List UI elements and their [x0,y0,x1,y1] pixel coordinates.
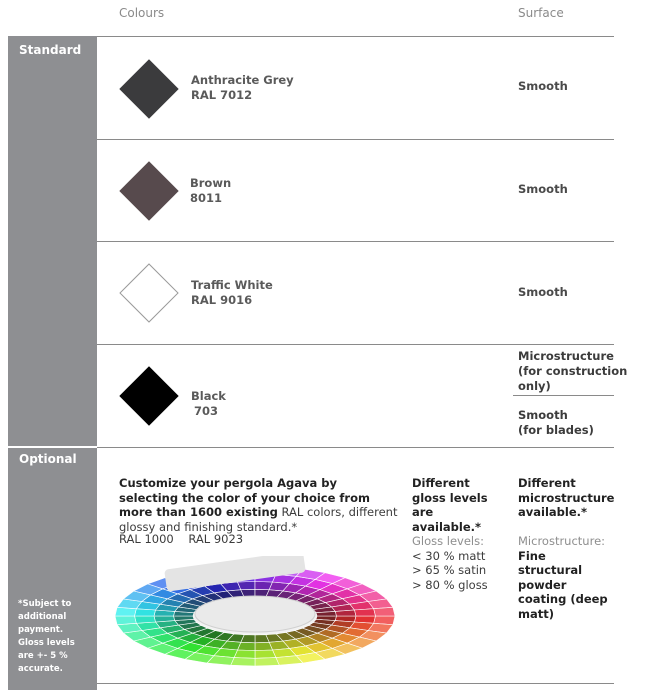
colours-header: Colours [119,6,165,20]
surface-value-blades: Smooth (for blades) [518,408,594,437]
standard-label: Standard [19,43,82,57]
fan-swatch [231,658,255,666]
footnote: *Subject to additional payment. Gloss levels are +- 5 % accurate. [18,599,75,674]
swatch-black [119,366,178,425]
surface-value: Smooth [518,182,568,196]
optional-intro: Customize your pergola Agava by selecting the color of your choice from more than 1600 existing RAL colors, different glossy and finishing standard.* [119,476,398,534]
fan-swatch [355,609,376,616]
fan-swatch [115,616,136,625]
colour-name: Black 703 [191,389,226,418]
colour-name: Traffic White RAL 9016 [191,278,273,307]
rule-surface-split [513,395,614,396]
optional-label: Optional [19,452,77,466]
rule-row-2 [97,241,614,242]
colour-name: Anthracite Grey RAL 7012 [191,73,294,102]
micro-info: Microstructure: Fine structural powder coating (deep matt) [518,534,608,621]
ral-examples: RAL 1000 RAL 9023 [119,532,244,546]
rule-bottom [97,683,614,684]
fan-centre-card [195,596,315,632]
micro-heading: Different microstructure available.* [518,476,615,519]
fan-swatch [255,658,279,666]
sidebar [8,36,97,690]
gloss-levels: Gloss levels: < 30 % matt > 65 % satin > 80 % gloss [412,534,488,592]
swatch-traffic-white [119,263,178,322]
fan-swatch [135,616,156,623]
rule-row-1 [97,139,614,140]
fan-swatch [255,642,273,650]
surface-header: Surface [518,6,564,20]
colour-name: Brown 8011 [190,176,232,205]
surface-value-construction: Microstructure (for construction only) [518,349,628,393]
rule-top [97,36,614,37]
fan-swatch [255,650,276,658]
surface-value: Smooth [518,79,568,93]
surface-value: Smooth [518,285,568,299]
sidebar-divider [8,446,97,448]
rule-row-4 [97,447,614,448]
swatch-brown [119,161,178,220]
rule-row-3 [97,344,614,345]
fan-swatch [335,610,356,616]
ral-color-fan-image [105,556,405,671]
fan-swatch [154,616,175,622]
fan-swatch [374,607,395,616]
swatch-anthracite-grey [119,59,178,118]
gloss-heading: Different gloss levels are available.* [412,476,488,534]
fan-swatch [238,582,256,590]
